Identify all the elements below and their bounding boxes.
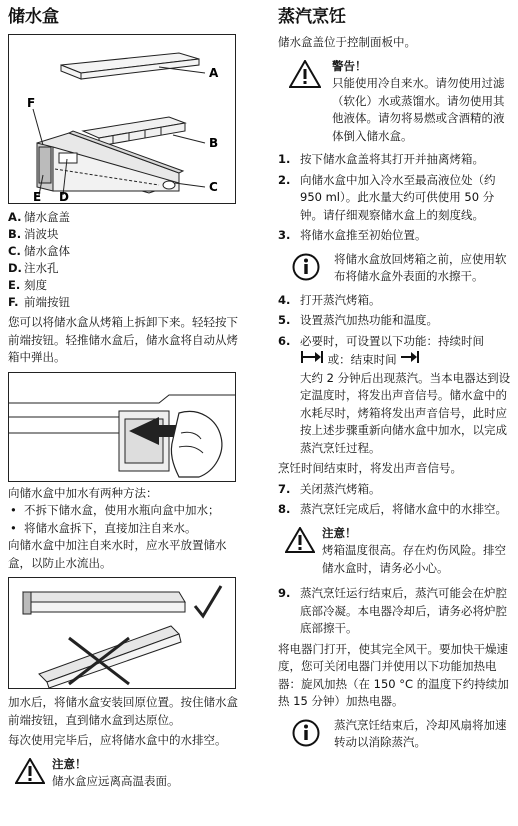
reinstall-paragraph: 加水后，将储水盒安装回原位置。按住储水盒前端按钮，直到储水盒到达原位。: [8, 695, 238, 727]
drawer-lid-drawing: [61, 53, 199, 79]
fig1-label-c: C: [209, 180, 218, 194]
water-drawer-parts-figure: [8, 34, 236, 204]
info-icon: [278, 717, 334, 752]
list-item: 9. 蒸汽烹饪运行结束后，蒸汽可能会在炉腔底部冷凝。本电器冷却后，请务必将炉腔底部擦干。: [278, 586, 507, 635]
step6-intro: 必要时，可设置以下功能：持续时间: [300, 333, 484, 348]
info-text: 将储水盒放回烤箱之前，应使用软布将储水盒外表面的水擦干。: [334, 251, 507, 283]
steps-list-4: [278, 585, 514, 638]
legend-item: B. 消波块: [8, 227, 59, 241]
hand-pushing-drawer-illustration: [9, 373, 235, 481]
section-heading-water-drawer: 储水盒: [8, 7, 59, 27]
caution-note-right: [278, 525, 514, 578]
parts-legend: [8, 209, 248, 311]
time-end-paragraph: 烹饪时间结束时，将发出声音信号。: [278, 461, 462, 475]
warning-note: [278, 58, 514, 146]
list-item: 8. 蒸汽烹饪完成后，将储水盒中的水排空。: [278, 502, 507, 516]
step6-end-time: 或：结束时间: [327, 352, 397, 367]
fig1-label-f: F: [27, 96, 36, 110]
caution-text: 储水盒应远离高温表面。: [52, 774, 179, 788]
fig1-label-e: E: [33, 190, 42, 203]
info-note-dry: [278, 251, 514, 286]
section-heading-steam-cooking: 蒸汽烹饪: [278, 7, 346, 27]
fig1-label-a: A: [209, 66, 219, 80]
drawer-tilted-drawing: [39, 626, 181, 688]
horizontal-fill-paragraph: 向储水盒中加注自来水时，应水平放置储水盒，以防止水流出。: [8, 538, 227, 570]
caution-note-left: [8, 756, 248, 791]
list-item: 2. 向储水盒中加入冷水至最高液位处（约 950 ml）。此水量大约可供使用 50 分钟。请仔细观察储水盒上的刻度线。: [278, 172, 496, 222]
warning-triangle-icon: [278, 58, 332, 146]
checkmark-icon: [195, 586, 221, 616]
dry-oven-paragraph: 将电器门打开，使其完全风干。要加快干燥速度，您可关闭电器门并使用以下功能加热电器：旋风加热（在 150 °C 的温度下约持续加热 15 分钟）加热电器。: [278, 641, 509, 708]
legend-item: C. 储水盒体: [8, 244, 70, 258]
water-drawer-exploded-illustration: [9, 35, 235, 203]
legend-item: E. 刻度: [8, 278, 47, 292]
info-icon: [278, 251, 334, 286]
info-text: 蒸汽烹饪结束后，冷却风扇将加速转动以消除蒸汽。: [334, 717, 507, 749]
list-item: 4. 打开蒸汽烤箱。: [278, 292, 381, 307]
left-column: [8, 0, 248, 791]
steps-list-1: [278, 151, 514, 245]
fig1-label-d: D: [59, 190, 69, 203]
caution-text: 烤箱温度很高。存在灼伤风险。排空储水盒时，请务必小心。: [322, 543, 506, 575]
fill-methods-paragraph: 向储水盒中加水有两种方法：: [8, 485, 158, 500]
warning-text: 只能使用冷自来水。请勿使用过滤（软化）水或蒸馏水。请勿使用其他液体。请勿将易燃或含酒精的液体倒入储水盒。: [332, 76, 505, 143]
right-column: [278, 0, 514, 756]
fig1-label-b: B: [209, 136, 219, 150]
legend-item: F. 前端按钮: [8, 295, 70, 309]
end-time-icon: [400, 350, 420, 370]
list-item: 3. 将储水盒推至初始位置。: [278, 228, 427, 242]
list-item: • 不拆下储水盒，使用水瓶向盒中加水；: [8, 502, 248, 520]
legend-item: A. 储水盒盖: [8, 210, 70, 224]
warning-triangle-icon: [278, 525, 322, 578]
intro-paragraph: 储水盒盖位于控制面板中。: [278, 35, 416, 49]
drawer-push-figure: [8, 372, 236, 482]
list-item: 6. 必要时，可设置以下功能：持续时间 或：结束时间 大约 2 分钟后出现蒸汽。当本电器达到设定温度时，将发出声音信号。储水盒中的水耗尽时，烤箱将发出声音信号，此时应按上述步骤重新向储水盒中加水，以完成蒸汽烹饪过程。: [278, 333, 511, 455]
list-item: 1. 按下储水盒盖将其打开并抽离烤箱。: [278, 152, 484, 166]
drawer-orientation-figure: [8, 577, 236, 689]
steps-list-2: [278, 292, 514, 458]
steps-list-3: [278, 481, 514, 519]
duration-icon: [300, 350, 324, 370]
drawer-horizontal-drawing: [23, 592, 185, 614]
caution-title: 注意！: [52, 756, 87, 771]
info-note-fan: [278, 717, 514, 752]
fill-methods-list: [8, 502, 248, 537]
caution-title: 注意！: [322, 525, 357, 540]
warning-title: 警告！: [332, 58, 367, 73]
remove-drawer-paragraph: 您可以将储水盒从烤箱上拆卸下来。轻轻按下前端按钮。轻推储水盒后，储水盒将自动从烤箱中弹出。: [8, 315, 238, 364]
legend-item: D. 注水孔: [8, 261, 59, 275]
step6-details: 大约 2 分钟后出现蒸汽。当本电器达到设定温度时，将发出声音信号。储水盒中的水耗尽时，烤箱将发出声音信号，此时应按上述步骤重新向储水盒中加水，以完成蒸汽烹饪过程。: [300, 370, 511, 455]
warning-triangle-icon: [8, 756, 52, 791]
list-item: 7. 关闭蒸汽烤箱。: [278, 481, 381, 496]
list-item: 5. 设置蒸汽加热功能和温度。: [278, 313, 438, 327]
empty-after-use-paragraph: 每次使用完毕后，应将储水盒中的水排空。: [8, 733, 227, 747]
list-item: • 将储水盒拆下，直接加注自来水。: [8, 520, 248, 538]
correct-incorrect-orientation-illustration: [9, 578, 235, 688]
